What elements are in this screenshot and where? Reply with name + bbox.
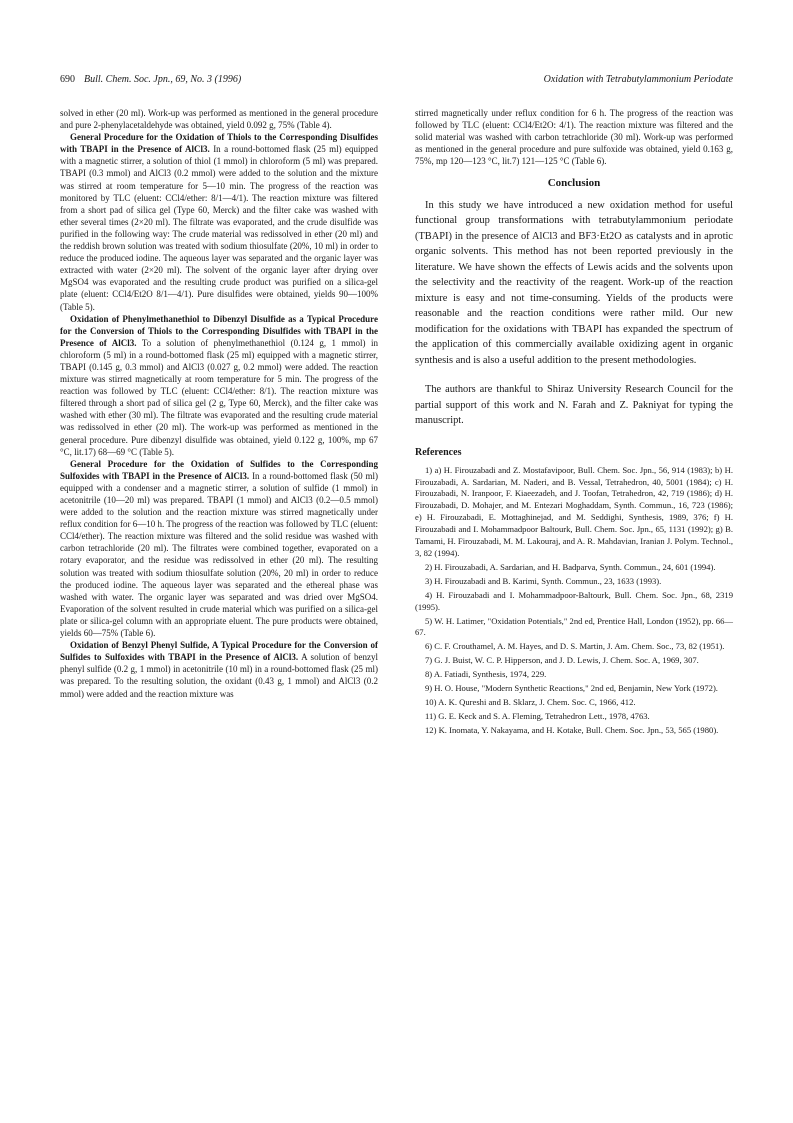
left-column — [60, 107, 378, 700]
reference-item: 8) A. Fatiadi, Synthesis, 1974, 229. — [425, 669, 547, 680]
reference-item: 12) K. Inomata, Y. Nakayama, and H. Kotake, Bull. Chem. Soc. Jpn., 53, 565 (1980). — [425, 724, 719, 735]
reference-item: 4) H. Firouzabadi and I. Mohammadpoor-Baltourk, Bull. Chem. Soc. Jpn., 68, 2319 (1995). — [415, 589, 733, 612]
procedure-section — [60, 639, 378, 699]
procedure-section — [60, 131, 378, 312]
reference-item: 7) G. J. Buist, W. C. P. Hipperson, and J. D. Lewis, J. Chem. Soc. A, 1969, 307. — [425, 655, 699, 666]
running-title: Oxidation with Tetrabutylammonium Periodate — [543, 74, 733, 85]
section-title: General Procedure for the Oxidation of Sulfides to the Corresponding Sulfoxides with TBAPI in the Presence of AlCl3. — [60, 458, 378, 481]
reference-item: 5) W. H. Latimer, "Oxidation Potentials," 2nd ed, Prentice Hall, London (1952), pp. 66—67. — [415, 615, 733, 638]
section-text: To a solution of phenylmethanethiol (0.124 g, 1 mmol) in chloroform (5 ml) in a round-bottomed flask (25 ml) equipped with a magnetic stirrer, TBAPI (0.145 g, 0.3 mmol) and AlCl3 (0.027 g, 0.2 mmol) were added. The reaction mixture was stirred magnetically at room temperature for 5 min. The progress of the reaction was followed by TLC (eluent: CCl4/ether: 8/1). The reaction mixture was filtered through a short pad of silica gel (2 g, Type 60, Merck), and the filter cake was washed with ether (30 ml). The filtrate was evaporated and the resulting crude material was redissolved in ether (20 ml). The work-up was performed as mentioned in the general procedure. Pure dibenzyl disulfide was obtained, yield 0.122 g, 100%, mp 67 °C, lit.17) 68—69 °C (Table 5). — [60, 337, 379, 457]
reference-item: 3) H. Firouzabadi and B. Karimi, Synth. Commun., 23, 1633 (1993). — [425, 575, 662, 586]
reference-item: 10) A. K. Qureshi and B. Sklarz, J. Chem. Soc. C, 1966, 412. — [425, 696, 636, 707]
section-title: General Procedure for the Oxidation of Thiols to the Corresponding Disulfides with TBAPI in the Presence of AlCl3. — [60, 132, 378, 155]
conclusion-heading: Conclusion — [547, 177, 601, 190]
paragraph: stirred magnetically under reflux condition for 6 h. The progress of the reaction was followed by TLC (eluent: CCl4/Et2O: 4/1). The reaction mixture was filtered and the solid material was washed with carbon tetrachloride (30 ml). Work-up was performed as mentioned in the general procedure and pure sulfoxide was obtained, yield 0.163 g, 75%, mp 120—123 °C, lit.7) 121—125 °C (Table 6). — [415, 108, 733, 167]
procedure-section — [60, 458, 378, 639]
references-heading: References — [415, 446, 462, 458]
procedure-section — [60, 313, 378, 458]
running-header — [60, 74, 733, 88]
journal-citation: Bull. Chem. Soc. Jpn., 69, No. 3 (1996) — [84, 74, 242, 85]
section-text: In a round-bottomed flask (25 ml) equipped with a magnetic stirrer, a solution of thiol (1 mmol) in chloroform (5 ml) was prepared. TBAPI (0.3 mmol) and AlCl3 (0.2 mmol) were added to the solution and the mixture was stirred at room temperature for 5—10 min. The progress of the reaction was monitored by TLC (eluent: CCl4/ether: 8/1—4/1). The reaction mixture was filtered from a short pad of silica gel (Type 60, Merck) and the filter cake was washed with ether several times (2×20 ml). The filtrate was evaporated, and the crude disulfide was purified in the following way: The crude material was redissolved in ether (20 ml) and the reddish brown solution was treated with sodium thiosulfate (20%, 10 ml) in order to reduce the produced iodine. The aqueous layer was separated and the organic layer was extracted with water (2×20 ml). The solvent of the organic layer after drying over MgSO4 was evaporated and the resulting crude product was purified on a silica-gel plate (eluent: CCl4/Et2O 8/1—4/1). Pure disulfides were obtained, yields 90—100% (Table 5). — [60, 144, 379, 312]
paragraph: solved in ether (20 ml). Work-up was performed as mentioned in the general procedure and pure 2-phenylacetaldehyde was obtained, yield 0.092 g, 75% (Table 4). — [60, 108, 378, 131]
conclusion-text: In this study we have introduced a new oxidation method for useful functional group transformations with tetrabutylammonium periodate (TBAPI) in the presence of AlCl3 and BF3·Et2O as catalysts and in aprotic organic solvents. This method has not been reported previously in the literature. We have shown the effects of Lewis acids and the solvents upon the selectivity and the reactivity of the reagent. Work-up of the reaction mixture is easy and not time-consuming. Yields of the products were reasonable and the reaction conditions were rather mild. Our new modification for the oxidations with TBAPI has expanded the spectrum of the application of this commercially available oxidizing agent in organic synthesis and is also a useful addition to the present methodologies. — [415, 199, 733, 366]
acknowledgment: The authors are thankful to Shiraz University Research Council for the partial support of this work and N. Farah and Z. Pakniyat for typing the manuscript. — [415, 384, 733, 427]
reference-item: 9) H. O. House, "Modern Synthetic Reactions," 2nd ed, Benjamin, New York (1972). — [425, 683, 718, 694]
section-text: A solution of benzyl phenyl sulfide (0.2 g, 1 mmol) in acetonitrile (10 ml) in a round-bottomed flask (25 ml) was prepared. To the resulting solution, the oxidant (0.43 g, 1 mmol) and AlCl3 (0.2 mmol) were added and the reaction mixture was — [60, 652, 378, 699]
section-title: Oxidation of Phenylmethanethiol to Dibenzyl Disulfide as a Typical Procedure for the Conversion of Thiols to the Corresponding Disulfides with TBAPI in the Presence of AlCl3. — [60, 313, 378, 348]
reference-item: 6) C. F. Crouthamel, A. M. Hayes, and D. S. Martin, J. Am. Chem. Soc., 73, 82 (1951). — [425, 641, 725, 652]
reference-item: 1) a) H. Firouzabadi and Z. Mostafavipoor, Bull. Chem. Soc. Jpn., 56, 914 (1983); b) H. Firouzabadi, A. Sardarian, M. Naderi, and B. Vessal, Tetrahedron, 40, 5001 (1984); c) H. Firouzabadi, N. Iranpoor, F. Kiaeezadeh, and J. Toofan, Tetrahedron, 42, 719 (1986); d) H. Firouzabadi, D. Mohajer, and M. Entezari Moghaddam, Synth. Commun., 16, 723 (1986); e) H. Firouzabadi, E. Mottaghinejad, and M. Seddighi, Synthesis, 1989, 376; f) H. Firouzabadi and I. Mohammadpoor Baltourk, Bull. Chem. Soc. Jpn., 65, 1131 (1992); g) B. Tamami, H. Firouzabadi, M. M. Lakouraj, and A. R. Mahdavian, Iranian J. Polym. Technol., 3, 82 (1994). — [415, 464, 733, 558]
right-column — [415, 107, 733, 739]
section-title: Oxidation of Benzyl Phenyl Sulfide, A Typical Procedure for the Conversion of Sulfides to Sulfoxides with TBAPI in the Presence of AlCl3. — [60, 640, 378, 663]
references-list — [415, 465, 733, 737]
reference-item: 11) G. E. Keck and S. A. Fleming, Tetrahedron Lett., 1978, 4763. — [425, 710, 650, 721]
reference-item: 2) H. Firouzabadi, A. Sardarian, and H. Badparva, Synth. Commun., 24, 601 (1994). — [425, 561, 716, 572]
section-text: In a round-bottomed flask (50 ml) equipped with a condenser and a magnetic stirrer, a solution of sulfide (1 mmol) in acetonitrile (10—20 ml) was prepared. TBAPI (1 mmol) and AlCl3 (0.2—0.5 mmol) were added to the solution and the reaction mixture was stirred magnetically under reflux condition for 6—10 h. The progress of the reaction was followed by TLC (eluent: CCl4/ether). The reaction mixture was filtered and the solid residue was washed with carbon tetrachloride (20 ml). The filtrates were combined together, evaporated on a rotary evaporator, and the residue was redissolved in ether (20 ml). The resulting solution was treated with sodium thiosulfate solution (20%, 20 ml) in order to reduce the produced iodine. The aqueous layer was separated and the ethereal phase was washed with water. The organic layer was separated and was dried over MgSO4. Evaporation of the solvent resulted in crude material which was purified on a silica-gel plate or silica-gel column with an appropriate eluent. The pure products were obtained, yields 60—75% (Table 6). — [60, 470, 378, 639]
page-number: 690 — [60, 74, 75, 85]
